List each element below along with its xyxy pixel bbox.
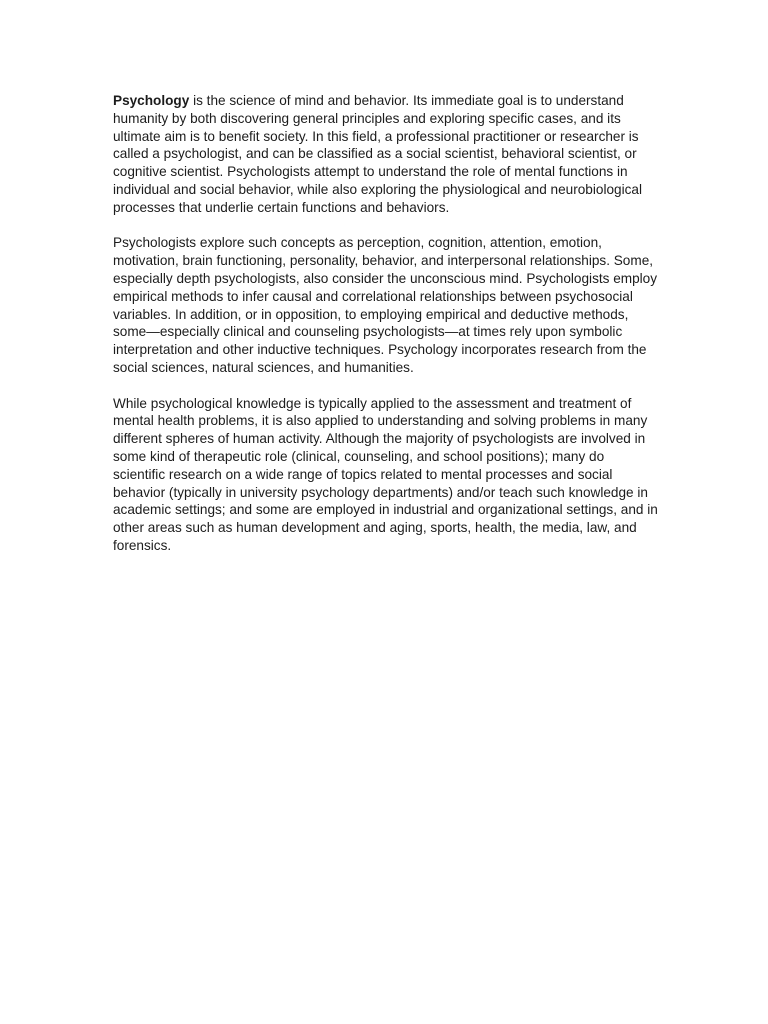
lead-term: Psychology: [113, 93, 190, 108]
paragraph-text: Psychologists explore such concepts as perception, cognition, attention, emotion, motivation, brain functioning, personality, behavior, and interpersonal relationships. Some, especially depth psychologists, also consider the unconscious mind. Psychologists employ empirical methods to infer causal and correlational relationships between psychosocial variables. In addition, or in opposition, to employing empirical and deductive methods, some—especially clinical and counseling psychologists—at times rely upon symbolic interpretation and other inductive techniques. Psychology incorporates research from the social sciences, natural sciences, and humanities.: [113, 235, 658, 375]
paragraph-intro: [113, 92, 658, 217]
paragraph-text: is the science of mind and behavior. Its immediate goal is to understand humanity by both discovering general principles and exploring specific cases, and its ultimate aim is to benefit society. In this field, a professional practitioner or researcher is called a psychologist, and can be classified as a social scientist, behavioral scientist, or cognitive scientist. Psychologists attempt to understand the role of mental functions in individual and social behavior, while also exploring the physiological and neurobiological processes that underlie certain functions and behaviors.: [113, 93, 642, 215]
paragraph-applications: [113, 395, 658, 555]
paragraph-text: While psychological knowledge is typically applied to the assessment and treatment of mental health problems, it is also applied to understanding and solving problems in many different spheres of human activity. Although the majority of psychologists are involved in some kind of therapeutic role (clinical, counseling, and school positions); many do scientific research on a wide range of topics related to mental processes and social behavior (typically in university psychology departments) and/or teach such knowledge in academic settings; and some are employed in industrial and organizational settings, and in other areas such as human development and aging, sports, health, the media, law, and forensics.: [113, 395, 658, 553]
document-page: [113, 92, 658, 573]
paragraph-concepts: [113, 234, 658, 376]
